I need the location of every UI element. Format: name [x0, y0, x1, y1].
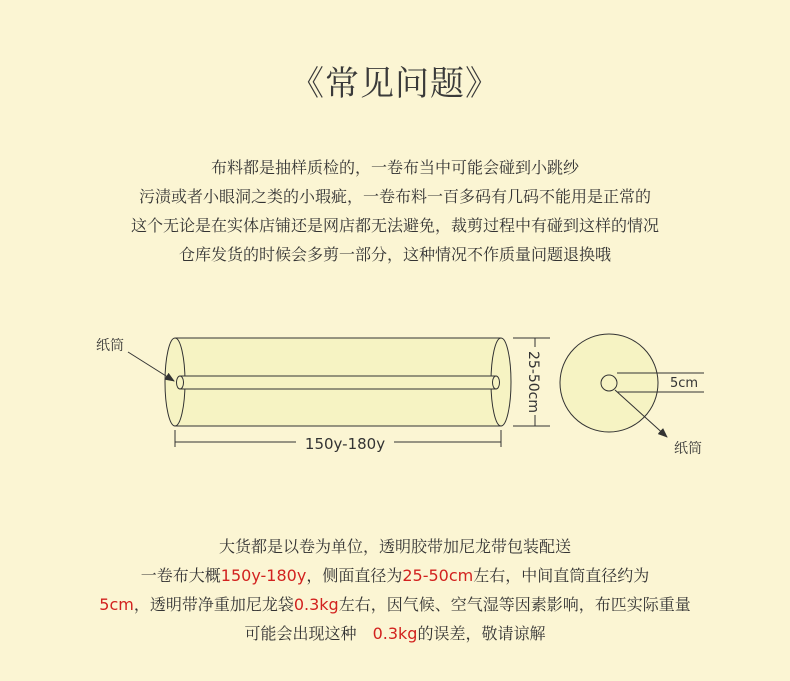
diameter-label: 25-50cm — [525, 350, 541, 414]
notes-line-2-e: 左右，中间直筒直径约为 — [473, 566, 650, 585]
weight-highlight: 0.3kg — [293, 595, 339, 614]
notes-line-3-b: ，透明带净重加尼龙袋 — [133, 595, 294, 614]
notes-line-4-a: 可能会出现这种 — [244, 624, 373, 643]
core-highlight: 5cm — [99, 595, 134, 614]
intro-line-2: 污渍或者小眼洞之类的小瑕疵，一卷布料一百多码有几码不能用是正常的 — [138, 187, 651, 206]
core-diameter-label: 5cm — [669, 376, 699, 391]
length-label: 150y-180y — [304, 435, 386, 453]
notes-line-1 — [0, 532, 790, 561]
notes-line-2 — [0, 561, 790, 590]
tube-label-right: 纸筒 — [674, 441, 702, 457]
notes-line-1-text: 大货都是以卷为单位，透明胶带加尼龙带包装配送 — [218, 537, 571, 556]
fabric-roll-diagram — [0, 320, 790, 470]
notes-line-3 — [0, 590, 790, 619]
page-title: 《常见问题》 — [290, 64, 500, 104]
intro-line-1: 布料都是抽样质检的，一卷布当中可能会碰到小跳纱 — [210, 158, 579, 177]
tube-label-left: 纸筒 — [96, 338, 124, 354]
notes-paragraph — [0, 532, 790, 648]
notes-line-4 — [0, 619, 790, 648]
notes-line-2-a: 一卷布大概 — [140, 566, 221, 585]
intro-line-3: 这个无论是在实体店铺还是网店都无法避免，裁剪过程中有碰到这样的情况 — [130, 216, 659, 235]
error-weight-highlight: 0.3kg — [372, 624, 418, 643]
length-highlight: 150y-180y — [220, 566, 307, 585]
notes-line-2-c: ，侧面直径为 — [306, 566, 403, 585]
notes-line-3-d: 左右，因气候、空气湿等因素影响，布匹实际重量 — [338, 595, 691, 614]
diameter-highlight: 25-50cm — [402, 566, 474, 585]
intro-paragraph — [0, 153, 790, 269]
intro-line-4: 仓库发货的时候会多剪一部分，这种情况不作质量问题退换哦 — [178, 245, 611, 264]
roll-side-view — [165, 338, 511, 426]
notes-line-4-c: 的误差，敬请谅解 — [417, 624, 546, 643]
